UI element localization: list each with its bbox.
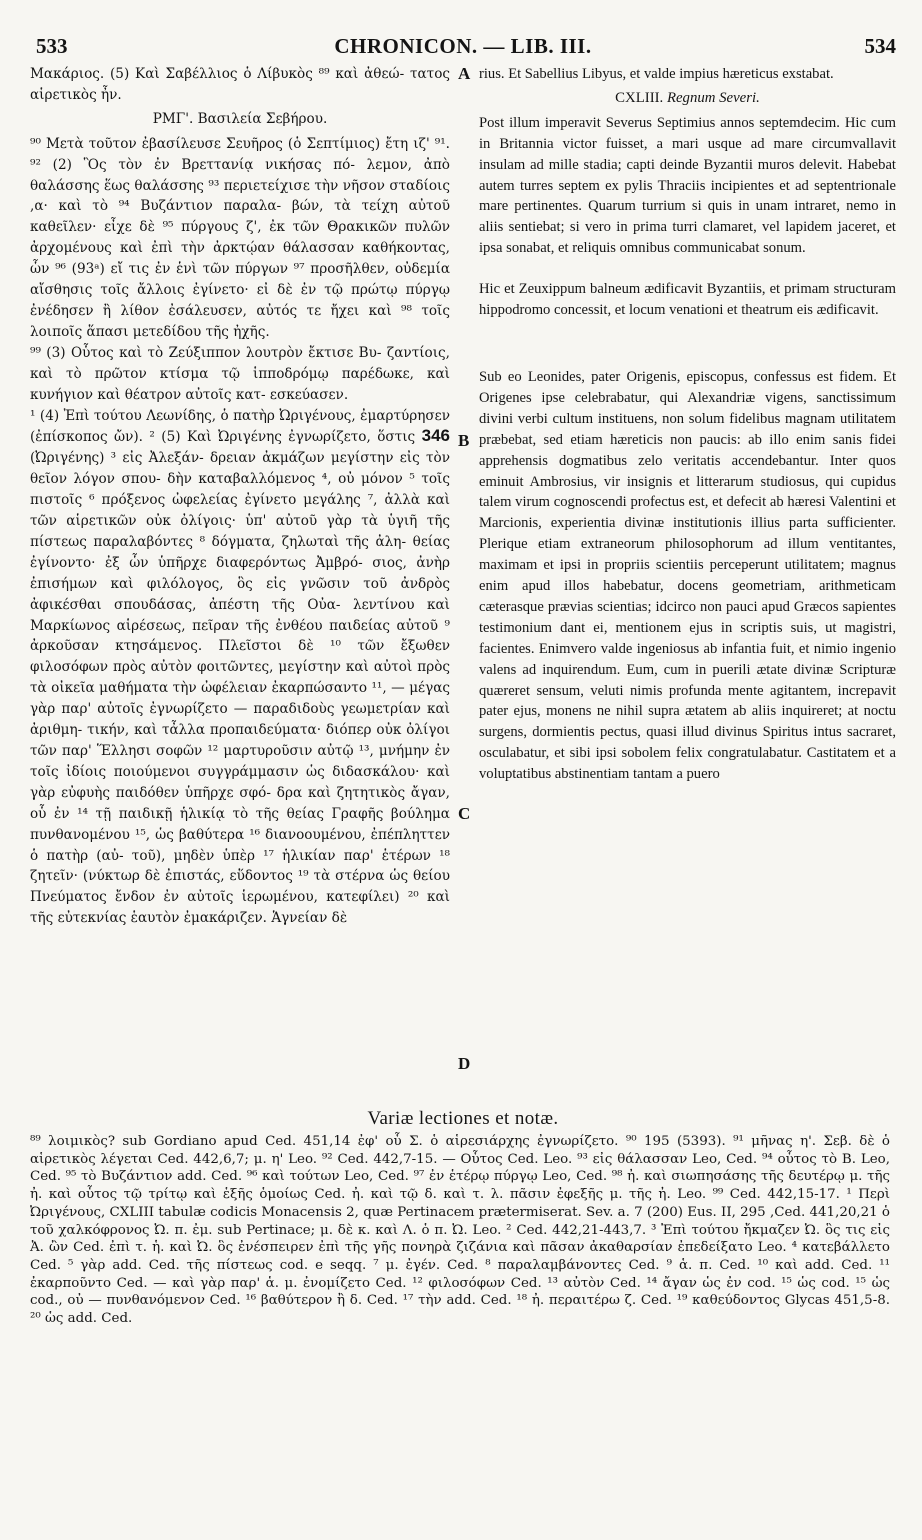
greek-section-heading: ΡΜΓ'. Βασιλεία Σεβήρου. xyxy=(152,110,328,127)
text-columns xyxy=(30,64,896,1104)
greek-text-segment: ¹ (4) Ἐπὶ τούτου Λεωνίδης, ὁ πατὴρ Ὠριγένους, ἐμαρτύρησεν (ἐπίσκοπος ὤν). ² (5) Καὶ Ὠριγένης ἐγνωρίζετο, ὅστις xyxy=(30,407,450,446)
notes-title: Variæ lectiones et notæ. xyxy=(367,1108,559,1129)
margin-marker-d: D xyxy=(458,1054,471,1073)
greek-paragraph: Μακάριος. (5) Καὶ Σαβέλλιος ὁ Λίβυκὸς ⁸⁹ καὶ ἀθεώ- τατος αἱρετικὸς ἦν. xyxy=(30,66,450,103)
greek-text-segment: (Ὠριγένης) ³ εἰς Ἀλεξάν- δρειαν ἀκμάζων μεγίστην εἰς τὸν θεῖον λόγον σπου- δὴν καταβαλλόμενος ⁴, οὐ μόνον ⁵ τοῖς πιστοῖς ⁶ πρόξενος ὠφελείας ἐγίνετο μεγάλης ⁷, ἀλλὰ καὶ τῶν αἱρετικῶν οὐκ ὀλίγοις· ὑπ' αὐτοῦ γὰρ τὰ ὑγιῆ τῆς πίστεως παραλαβόντες ⁸ δόγματα, ζηλωταὶ τῆς ἀλη- θείας ἐγίνοντο· ἐξ ὧν ὑπῆρχε διαφερόντως Ἀμβρό- σιος, ἀνὴρ ἐπισήμων καὶ φιλόλογος, ὃς εἰς γνῶσιν τοῦ ἀνδρὸς ἀφικέσθαι σπουδάσας, ἀπέστη τῆς Οὐα- λεντίνου καὶ Μαρκίωνος αἱρέσεως, πεῖραν τῆς ἐνθέου παιδείας αὐτοῦ ⁹ ἀρκοῦσαν κτησάμενος. Πλεῖστοι δὲ ¹⁰ τῶν ἔξωθεν φιλοσόφων πρὸς αὐτὸν φοιτῶντες, μεγίστην καὶ αὐτοὶ πρὸς τὰ οἰκεῖα μαθήματα τὴν ὠφέλειαν ἐκαρπώσαντο ¹¹, — μέγας γὰρ παρ' αὐτοῖς ἐγνωρίζετο — παραδιδοὺς γεωμετρίαν καὶ ἀριθμη- τικήν, καὶ τἆλλα προπαιδεύματα· διόπερ οὐκ ὀλίγοι τῶν παρ' Ἕλλησι σοφῶν ¹² μαρτυροῦσιν αὐτῷ ¹³, μνήμην ἐν τοῖς ἰδίοις ποιούμενοι συγγράμμασιν ὡς διδασκάλου· καὶ γὰρ εὐφυὴς παιδόθεν ὑπῆρχε σφό- δρα καὶ ζητητικὸς ἄγαν, οὗ ἐν ¹⁴ τῇ παιδικῇ ἡλικίᾳ τὸ τῆς θείας Γραφῆς βούλημα πυνθανομένου ¹⁵, ὡς βαθύτερα ¹⁶ διανοουμένου, ἐπέπληττεν ὁ πατὴρ (αὐ- τοῦ), μηδὲν ὑπὲρ ¹⁷ ἡλικίαν παρ' ἑτέρων ¹⁸ ζητεῖν· (νύκτωρ δὲ ἐπιστάς, εὕδοντος ¹⁹ τὰ στέρνα ὡς θείου Πνεύματος ἔνδον ἐν αὐτοῖς ἱερωμένου, κατεφίλει) ²⁰ καὶ τῆς εὐτεκνίας ἑαυτὸν ἐμακάριζεν. Ἁγνείαν δὲ xyxy=(30,450,450,927)
running-title: CHRONICON. — LIB. III. xyxy=(334,34,592,58)
latin-heading-number: CXLIII. xyxy=(615,89,664,106)
greek-paragraph: ⁹⁰ Μετὰ τοῦτον ἐβασίλευσε Σευῆρος (ὁ Σεπτίμιος) ἔτη ιζ' ⁹¹. ⁹² (2) Ὃς τὸν ἐν Βρεττανίᾳ νικήσας πό- λεμον, ἀπὸ θαλάσσης ἕως θαλάσσης ⁹³ περιετείχισε τὴν νῆσον σταδίοις ,α· καὶ τὸ ⁹⁴ Βυζάντιον παραλα- βών, τὰ τείχη αὐτοῦ καθεῖλεν· εἶχε δὲ ⁹⁵ πύργους ζ', ἐκ τῶν Θρακικῶν πυλῶν ἀρχομένους καὶ ἐπὶ τὴν ἀρκτῴαν θάλασσαν καθήκοντας, ὧν ⁹⁶ (93ᵃ) εἴ τις ἐν ἑνὶ τῶν πύργων ⁹⁷ προσῆλθεν, οὐδεμία αἴσθησις τοῖς ἄλλοις ἐγίνετο· εἰ δὲ ἐν τῷ πρώτῳ πύργῳ ἐνέδησεν ἢ λίθον ἐσάλευσεν, αὐτός τε ἤχει καὶ ⁹⁸ τοῖς λοιποῖς ἅπασι μετεδίδου τῆς ἠχῆς. xyxy=(30,135,450,340)
latin-heading-title: Regnum Severi. xyxy=(666,89,760,106)
margin-marker-a: A xyxy=(458,64,471,83)
latin-paragraph: Sub eo Leonides, pater Origenis, episcopus, confessus est fidem. Et Origenes ipse celebrabatur, qui Alexandriæ vigens, sanctissimum divini verbi cultum instituens, non solum fidelibus magnam utilitatem præbebat, sed etiam hæreticis non paucis: ab illo enim sanis fidei apprehensis dogmatibus zelo veritatis accendebantur. Inter quos eminuit Ambrosius, vir insignis et litterarum studiosus, qui cupidus talem virum cognoscendi profectus est, et defecit ab hæresi Valentini et Marcionis, experientia divinæ institutionis illius parta sufficienter. Plerique etiam extraneorum philosophorum ad illum ventitantes, maximam et ipsi in propriis scientiis perceperunt utilitatem; magnus enim apud illos habebatur, docens geometriam, arithmeticam cæterasque prævias scientias; idcirco non pauci apud Græcos sapientes testimonium dant ei, mentionem ejus in scriptis suis, ut magistri, facientes. Enimvero valde ingeniosus ab infantia fuit, et nimio ingenio valens ad inquirendum. Eum, cum in puerili ætate divinæ Scripturæ quæreret sensum, veluti nimis profunda mente agitantem, increpavit pater ejus, monens ne nihil supra ætatem ab aliis inquireret; at noctu surgens, dormientis pectus, quasi illud divinus Spiritus intus sacraret, osculabatur, et sibi ipsi sobolem felix congratulabatur. Castitatem et a voluptatibus abstinentiam tantam a puero xyxy=(479,368,896,783)
latin-paragraph: Post illum imperavit Severus Septimius annos septemdecim. Hic cum in Britannia victor fuisset, a mari usque ad mare circumvallavit insulam ad mille stadia; capti deinde Byzantii muros delevit. Habebat autem turres septem ex pylis Thraciis incipientes et ad septentrionale mare pertinentes. Quarum turrium si quis in unam intraret, nemo in aliis sentiebat; si vero in prima turri clamaret, vel lapidem jaceret, et ipsa sonabat, et reliquis omnibus communicabat sonum. xyxy=(479,114,896,257)
latin-paragraph: Hic et Zeuxippum balneum ædificavit Byzantiis, et primam structuram hippodromo concessit, et locum venationi et theatrum eis ædificavit. xyxy=(479,281,896,319)
margin-marker-c: C xyxy=(458,804,471,823)
latin-section-heading xyxy=(479,88,896,109)
right-page-number: 534 xyxy=(864,34,896,58)
footnotes xyxy=(30,1133,896,1328)
footnotes-text: ⁸⁹ λοιμικὸς? sub Gordiano apud Ced. 451,14 ἐφ' οὗ Σ. ὁ αἱρεσιάρχης ἐγνωρίζετο. ⁹⁰ 195 (5393). ⁹¹ μῆνας η'. Σεβ. δὲ ὁ αἱρετικὸς λέγεται Ced. 442,6,7; μ. η' Leo. ⁹² Ced. 442,7-15. — Οὗτος Ced. Leo. ⁹³ εἰς θάλασσαν Leo, Ced. ⁹⁴ οὗτος τὸ B. Leo, Ced. ⁹⁵ τὸ Βυζάντιον add. Ced. ⁹⁶ καὶ τούτων Leo, Ced. ⁹⁷ ἐν ἑτέρῳ πύργῳ Leo, Ced. ⁹⁸ ἠ. καὶ σιωπησάσης τῆς δευτέρῳ μ. τῆς ἠ. καὶ οὗτος τῷ τρίτῳ καὶ ἑξῆς ὁμοίως Ced. ἠ. καὶ τῷ δ. καὶ τ. λ. πᾶσιν ἐφεξῆς μ. τῆς ἠ. Leo. ⁹⁹ Ced. 442,15-17. ¹ Περὶ Ὠριγένους, CXLIII tabulæ codicis Monacensis 2, quæ Pertinacem prætermiserat. Sev. a. 7 (200) Eus. II, 295 ,Ced. 441,20,21 ὁ τοῦ χαλκόφρονος Ὠ. π. ἐμ. sub Pertinace; μ. δὲ κ. καὶ Λ. ὁ π. Ὠ. Leo. ² Ced. 442,21-443,7. ³ Ἐπὶ τούτου ἤκμαζεν Ὠ. ὃς τις εἰς Ἀ. ὢν Ced. ἐπὶ τ. ἡ. καὶ Ὠ. ὃς ἐνέσπειρεν ἐπὶ τῆς γῆς πονηρὰ ζιζάνια καὶ πᾶσαν ἀκαθαρσίαν ἐπεδείξατο Leo. ⁴ κατεβάλλετο Ced. ⁵ γὰρ add. Ced. τῆς πίστεως cod. e seqq. ⁷ μ. ἐγέν. Ced. ⁸ παραλαμβάνοντες Ced. ⁹ ἁ. π. Ced. ¹⁰ καὶ add. Ced. ¹¹ ἐκαρποῦντο Ced. — καὶ γὰρ παρ' ἁ. μ. ἐνομίζετο Ced. ¹² φιλοσόφων Ced. ¹³ αὐτὸν Ced. ¹⁴ ἄγαν ὡς ἐν cod. ¹⁵ ὡς cod. ¹⁵ ὡς cod., οὐ — πυνθανόμενον Ced. ¹⁶ βαθύτερον ἢ δ. Ced. ¹⁷ τὴν add. Ced. ¹⁸ ἠ. περαιτέρω ζ. Ced. ¹⁹ καθεύδοντος Glycas 451,5-8. ²⁰ ὡς add. Ced. xyxy=(30,1134,890,1327)
margin-marker-b: B xyxy=(458,431,470,450)
latin-paragraph: rius. Et Sabellius Libyus, et valde impius hæreticus exstabat. xyxy=(479,66,834,82)
greek-column xyxy=(30,64,450,929)
column-reference-number: 346 xyxy=(421,426,450,446)
book-page xyxy=(30,28,896,1328)
greek-paragraph: ⁹⁹ (3) Οὗτος καὶ τὸ Ζεύξιππον λουτρὸν ἔκτισε Βυ- ζαντίοις, καὶ τὸ πρῶτον κτίσμα τῷ ἱπποδρόμῳ παρέδωκε, καὶ κυνήγιον καὶ θέατρον αὐτοῖς κατ- εσκεύασεν. xyxy=(30,344,450,403)
greek-paragraph xyxy=(30,406,450,930)
latin-column xyxy=(479,64,896,785)
running-header xyxy=(30,28,896,64)
left-page-number: 533 xyxy=(36,34,68,58)
